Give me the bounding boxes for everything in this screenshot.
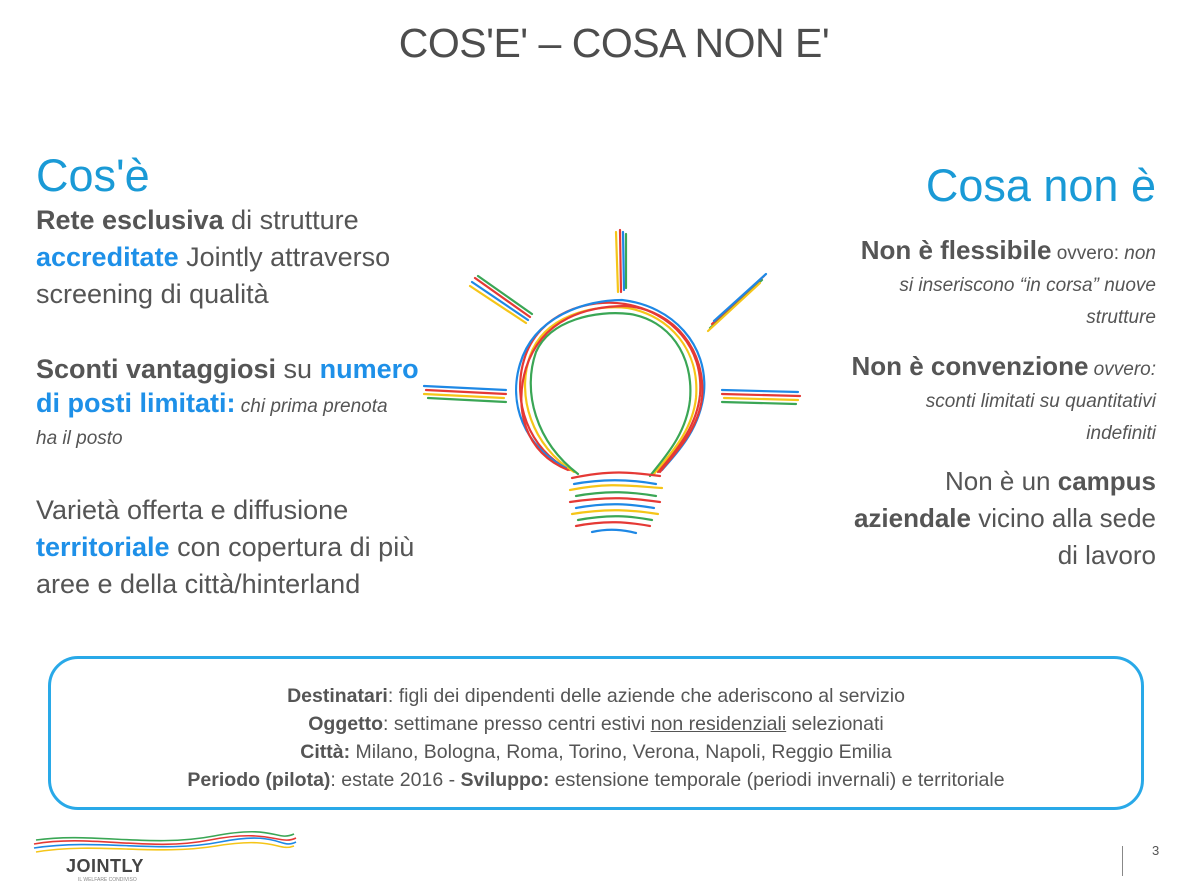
info-periodo xyxy=(51,766,1141,794)
right-heading: Cosa non è xyxy=(925,160,1156,211)
right-b1-ital-b: si inseriscono “in corsa” nuove xyxy=(899,275,1156,296)
left-b1-blue: accreditate xyxy=(36,242,179,272)
bulb-base xyxy=(570,473,662,534)
logo-tagline: IL WELFARE CONDIVISO xyxy=(78,877,137,883)
info-oggetto xyxy=(51,710,1141,738)
left-b1-bold: Rete esclusiva xyxy=(36,205,224,235)
right-b2-ital-c: indefiniti xyxy=(1086,423,1156,444)
right-b1-ital-c: strutture xyxy=(1086,307,1156,328)
left-b3-text-a: Varietà offerta e diffusione xyxy=(36,495,349,525)
summary-box xyxy=(48,656,1144,810)
right-b3-bold-a: campus xyxy=(1057,466,1156,496)
right-b3-text-b: vicino alla sede xyxy=(971,503,1156,533)
left-b2-blue-b: di posti limitati: xyxy=(36,388,236,418)
right-b3-bold-b: aziendale xyxy=(853,503,971,533)
right-b1-normal: ovvero: xyxy=(1051,243,1120,264)
left-b2-bold: Sconti vantaggiosi xyxy=(36,354,277,384)
left-block-discounts xyxy=(36,352,419,450)
left-block-accreditation xyxy=(36,202,390,313)
right-block-flexible xyxy=(861,236,1156,332)
left-heading: Cos'è xyxy=(36,150,150,201)
logo-wordmark: JOINTLY xyxy=(66,856,144,876)
info-periodo-label: Periodo (pilota) xyxy=(187,769,331,791)
left-block-variety xyxy=(36,492,414,603)
bulb-ray-top xyxy=(616,230,626,292)
right-block-campus xyxy=(854,463,1156,574)
right-b1-bold: Non è flessibile xyxy=(860,235,1052,265)
info-destinatari xyxy=(51,682,1141,710)
info-citta-text: Milano, Bologna, Roma, Torino, Verona, Napoli, Reggio Emilia xyxy=(350,741,892,763)
info-ogg-label: Oggetto xyxy=(308,713,383,735)
right-b2-ital-b: sconti limitati su quantitativi xyxy=(925,391,1156,412)
right-block-convention xyxy=(851,352,1156,448)
info-citta xyxy=(51,738,1141,766)
left-b2-ital-a: chi prima prenota xyxy=(235,396,388,417)
info-ogg-underline: non residenziali xyxy=(650,713,787,735)
left-b1-text-b: Jointly attraverso xyxy=(178,242,391,272)
info-dest-text: : figli dei dipendenti delle aziende che aderiscono al servizio xyxy=(387,685,905,707)
left-b1-text-a: di strutture xyxy=(223,205,359,235)
lightbulb-icon xyxy=(420,220,810,550)
left-b3-text-b: con copertura di più xyxy=(169,532,415,562)
left-b2-ital-b: ha il posto xyxy=(36,428,123,449)
info-citta-label: Città: xyxy=(300,741,351,763)
left-b3-text-c: aree e della città/hinterland xyxy=(36,569,361,599)
info-ogg-text-a: : settimane presso centri estivi xyxy=(382,713,651,735)
info-sviluppo-text: estensione temporale (periodi invernali) e territoriale xyxy=(549,769,1005,791)
info-sviluppo-label: Sviluppo: xyxy=(460,769,550,791)
slide-title: COS'E' – COSA NON E' xyxy=(398,20,830,66)
right-b2-bold: Non è convenzione xyxy=(851,351,1089,381)
left-b3-blue: territoriale xyxy=(36,532,170,562)
right-b1-ital-a: non xyxy=(1119,243,1156,264)
right-b2-ital-a: ovvero: xyxy=(1088,359,1156,380)
left-b1-text-c: screening di qualità xyxy=(36,279,269,309)
right-b3-text-c: di lavoro xyxy=(1057,540,1156,570)
info-periodo-text: : estate 2016 - xyxy=(330,769,461,791)
right-b3-text-a: Non è un xyxy=(944,466,1058,496)
page-separator xyxy=(1122,846,1123,876)
left-b2-blue-a: numero xyxy=(319,354,419,384)
page-number: 3 xyxy=(1152,843,1160,858)
info-ogg-text-b: selezionati xyxy=(786,713,884,735)
info-dest-label: Destinatari xyxy=(287,685,388,707)
left-b2-text-a: su xyxy=(276,354,320,384)
